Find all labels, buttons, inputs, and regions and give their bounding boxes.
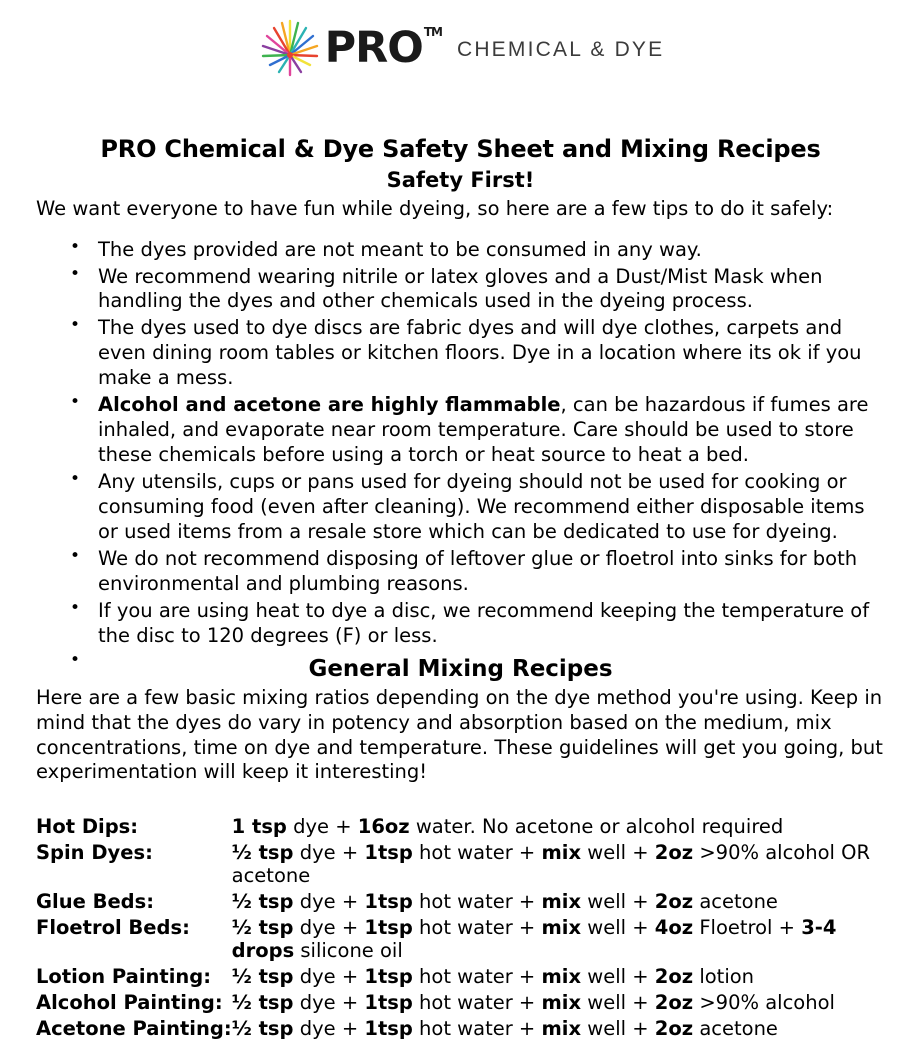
recipe-text: hot water + bbox=[412, 965, 542, 989]
recipe-text: hot water + bbox=[412, 890, 542, 914]
recipe-label: Lotion Painting: bbox=[36, 965, 212, 989]
recipe-measure: 2oz bbox=[654, 965, 694, 989]
list-item bbox=[98, 265, 885, 315]
recipe-measure: mix bbox=[541, 841, 582, 865]
table-row bbox=[36, 1017, 885, 1043]
recipe-measure: mix bbox=[541, 1017, 582, 1041]
list-item bbox=[98, 316, 885, 391]
page-subtitle: Safety First! bbox=[386, 167, 535, 192]
recipe-measure: 16oz bbox=[357, 815, 410, 839]
recipe-text: dye + bbox=[293, 916, 365, 940]
recipe-text: well + bbox=[581, 916, 655, 940]
recipe-text: dye + bbox=[293, 841, 365, 865]
brand-logo bbox=[0, 0, 921, 82]
list-item-text: Any utensils, cups or pans used for dyeing should not be used for cooking or consuming food (even after cleaning). We recommend either disposable items or used items from a resale store which can be dedicated to use for dyeing. bbox=[98, 470, 865, 544]
table-row bbox=[36, 991, 885, 1017]
recipe-measure: ½ tsp bbox=[231, 991, 294, 1015]
recipe-measure: 2oz bbox=[654, 841, 694, 865]
recipe-text: >90% alcohol OR acetone bbox=[231, 841, 871, 888]
recipe-measure: 4oz bbox=[654, 916, 694, 940]
recipe-text: acetone bbox=[693, 890, 778, 914]
recipe-measure: ½ tsp bbox=[231, 841, 294, 865]
recipe-value bbox=[232, 1017, 885, 1043]
recipe-measure: 1tsp bbox=[364, 890, 413, 914]
recipe-value bbox=[232, 841, 885, 890]
recipe-text: hot water + bbox=[412, 841, 542, 865]
recipe-value bbox=[232, 890, 885, 916]
recipe-measure: 2oz bbox=[654, 1017, 694, 1041]
recipe-text: Floetrol + bbox=[693, 916, 802, 940]
list-item bbox=[98, 547, 885, 597]
table-row bbox=[36, 890, 885, 916]
recipe-value bbox=[232, 916, 885, 965]
recipe-measure: 2oz bbox=[654, 991, 694, 1015]
recipe-measure: 1tsp bbox=[364, 965, 413, 989]
table-row bbox=[36, 841, 885, 890]
recipe-text: dye + bbox=[293, 965, 365, 989]
recipes-table bbox=[36, 815, 885, 1043]
recipe-text: lotion bbox=[693, 965, 755, 989]
document-content bbox=[0, 134, 921, 1043]
recipe-text: well + bbox=[581, 991, 655, 1015]
recipe-measure: 1tsp bbox=[364, 1017, 413, 1041]
recipe-measure: mix bbox=[541, 991, 582, 1015]
intro-paragraph: We want everyone to have fun while dyeing, so here are a few tips to do it safely: bbox=[36, 196, 834, 220]
recipe-text: well + bbox=[581, 1017, 655, 1041]
recipe-measure: 1tsp bbox=[364, 841, 413, 865]
recipe-text: >90% alcohol bbox=[693, 991, 835, 1015]
recipe-label: Floetrol Beds: bbox=[36, 916, 190, 940]
recipe-text: water. No acetone or alcohol required bbox=[409, 815, 784, 839]
starburst-icon bbox=[257, 15, 323, 77]
recipe-measure: 3-4 drops bbox=[231, 916, 837, 963]
recipe-text: dye + bbox=[293, 1017, 365, 1041]
table-row bbox=[36, 916, 885, 965]
recipe-measure: 1tsp bbox=[364, 991, 413, 1015]
recipe-measure: ½ tsp bbox=[231, 965, 294, 989]
recipe-label: Alcohol Painting: bbox=[36, 991, 223, 1015]
recipe-value bbox=[232, 991, 885, 1017]
list-item bbox=[98, 470, 885, 545]
recipe-measure: 2oz bbox=[654, 890, 694, 914]
recipe-text: dye + bbox=[293, 890, 365, 914]
table-row bbox=[36, 815, 885, 841]
recipe-text: hot water + bbox=[412, 991, 542, 1015]
section-paragraph: Here are a few basic mixing ratios depending on the dye method you're using. Keep in mind that the dyes do vary in potency and absorption based on the medium, mix concentrations, time on dye and temperature. These guidelines will get you going, but experimentation will keep it interesting! bbox=[36, 686, 883, 784]
list-item-emphasis: Alcohol and acetone are highly flammable bbox=[98, 393, 561, 417]
recipe-text: silicone oil bbox=[294, 939, 403, 963]
recipe-text: well + bbox=[581, 841, 655, 865]
list-item bbox=[98, 599, 885, 649]
recipe-text: hot water + bbox=[412, 916, 542, 940]
recipe-label: Spin Dyes: bbox=[36, 841, 153, 865]
logo-wordmark: PRO™ bbox=[324, 22, 442, 73]
list-item bbox=[98, 238, 885, 263]
recipe-measure: ½ tsp bbox=[231, 890, 294, 914]
recipe-text: dye + bbox=[286, 815, 358, 839]
recipe-measure: 1tsp bbox=[364, 916, 413, 940]
recipe-text: well + bbox=[581, 965, 655, 989]
list-item-text: , can be hazardous if fumes are inhaled, and evaporate near room temperature. Care should be used to store these chemicals before using a torch or heat source to heat a bed. bbox=[98, 393, 869, 467]
recipe-label: Acetone Painting: bbox=[36, 1017, 232, 1041]
recipe-text: dye + bbox=[293, 991, 365, 1015]
safety-tips-list bbox=[36, 238, 885, 649]
recipe-value bbox=[232, 965, 885, 991]
list-item-text: The dyes used to dye discs are fabric dyes and will dye clothes, carpets and even dining room tables or kitchen floors. Dye in a location where its ok if you make a mess. bbox=[98, 316, 862, 390]
list-item-text: We recommend wearing nitrile or latex gloves and a Dust/Mist Mask when handling the dyes and other chemicals used in the dyeing process. bbox=[98, 264, 823, 313]
recipe-measure: ½ tsp bbox=[231, 1017, 294, 1041]
recipe-text: hot water + bbox=[412, 1017, 542, 1041]
recipe-label: Hot Dips: bbox=[36, 815, 139, 839]
recipe-measure: ½ tsp bbox=[231, 916, 294, 940]
recipe-measure: 1 tsp bbox=[231, 815, 287, 839]
page-title: PRO Chemical & Dye Safety Sheet and Mixing Recipes bbox=[100, 135, 821, 163]
recipe-measure: mix bbox=[541, 965, 582, 989]
trademark-symbol: TM bbox=[423, 25, 442, 40]
logo-tagline: CHEMICAL & DYE bbox=[456, 38, 665, 61]
section-title-mixing-recipes: General Mixing Recipes bbox=[308, 655, 613, 682]
list-item-text: If you are using heat to dye a disc, we recommend keeping the temperature of the disc to 120 degrees (F) or less. bbox=[98, 598, 870, 647]
table-row bbox=[36, 965, 885, 991]
list-item bbox=[98, 393, 885, 468]
recipe-label: Glue Beds: bbox=[36, 890, 155, 914]
recipe-value bbox=[232, 815, 885, 841]
recipe-measure: mix bbox=[541, 916, 582, 940]
recipe-measure: mix bbox=[541, 890, 582, 914]
list-item-text: The dyes provided are not meant to be consumed in any way. bbox=[98, 237, 702, 261]
list-item-text: We do not recommend disposing of leftover glue or floetrol into sinks for both environmental and plumbing reasons. bbox=[98, 546, 858, 595]
recipe-text: acetone bbox=[693, 1017, 778, 1041]
recipe-text: well + bbox=[581, 890, 655, 914]
